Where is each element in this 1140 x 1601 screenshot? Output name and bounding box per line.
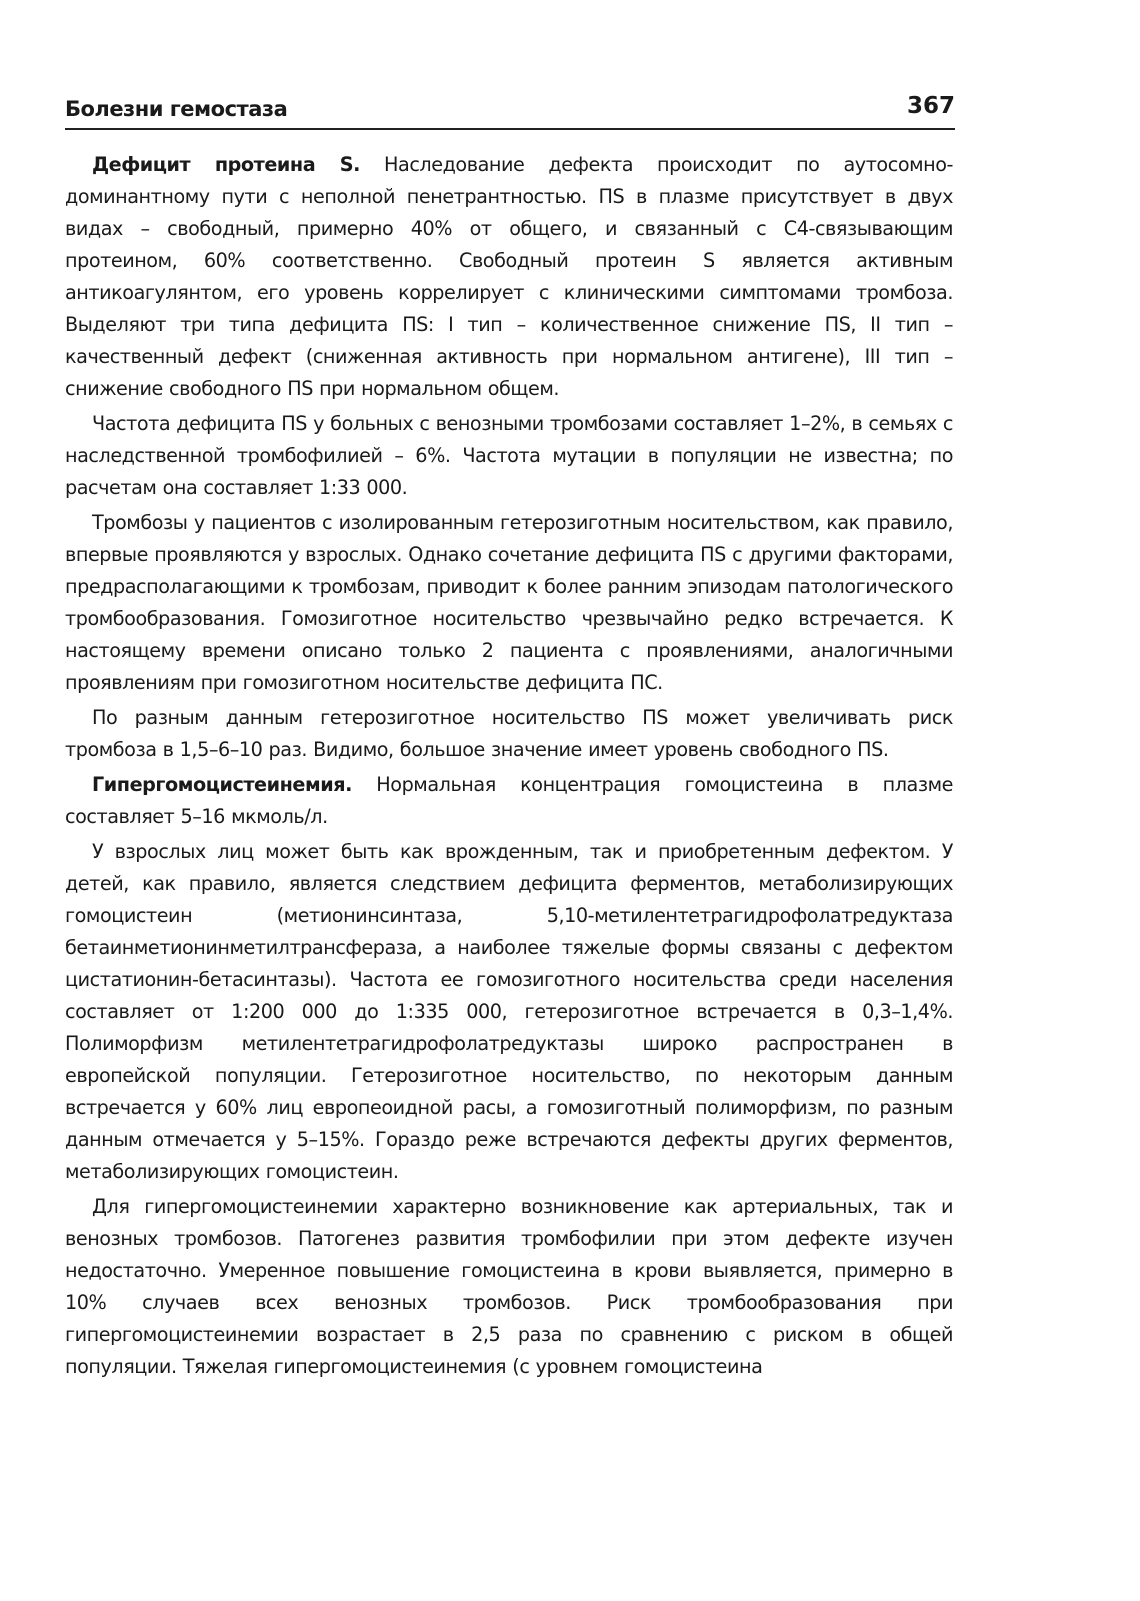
paragraph-text: У взрослых лиц может быть как врожденным, так и приобретенным дефектом. У детей, как правило, является следствием дефицита ферментов, метаболизирующих гомоцистеин (метионинсинтаза, 5,10-метилентетрагидрофолатредуктаза бетаинметионинметилтрансфераза, а наиболее тяжелые формы связаны с дефектом цистатионин-бетасинтазы). Частота ее гомозиготного носительства среди населения составляет от 1:200 000 до 1:335 000, гетерозиготное встречается в 0,3–1,4%. Полиморфизм метилентетрагидрофолатредуктазы широко распространен в европейской популяции. Гетерозиготное носительство, по некоторым данным встречается у 60% лиц европеоидной расы, а гомозиготный полиморфизм, по разным данным отмечается у 5–15%. Гораздо реже встречаются дефекты других ферментов, метаболизирующих гомоцистеин. xyxy=(65,840,953,1183)
page-number: 367 xyxy=(906,93,955,119)
paragraph-protein-s-deficiency xyxy=(65,149,953,405)
paragraph-text: Для гипергомоцистеинемии характерно возникновение как артериальных, так и венозных тромбозов. Патогенез развития тромбофилии при этом дефекте изучен недостаточно. Умеренное повышение гомоцистеина в крови выявляется, примерно в 10% случаев всех венозных тромбозов. Риск тромбообразования при гипергомоцистеинемии возрастает в 2,5 раза по сравнению с риском в общей популяции. Тяжелая гипергомоцистеинемия (с уровнем гомоцистеина xyxy=(65,1195,953,1378)
running-title: Болезни гемостаза xyxy=(65,97,288,121)
paragraph-risk xyxy=(65,702,953,766)
paragraph-pathogenesis xyxy=(65,1191,953,1383)
paragraph-text: Частота дефицита ПS у больных с венозными тромбозами составляет 1–2%, в семьях с наследственной тромбофилией – 6%. Частота мутации в популяции не известна; по расчетам она составляет 1:33 000. xyxy=(65,412,954,499)
paragraph-frequency xyxy=(65,408,953,504)
paragraph-lead: Дефицит протеина S. xyxy=(92,153,361,176)
header-rule xyxy=(65,128,955,130)
running-head xyxy=(65,93,955,127)
paragraph-lead: Гипергомоцистеинемия. xyxy=(92,773,352,796)
body-text xyxy=(65,149,953,1386)
paragraph-text: Наследование дефекта происходит по аутосомно-доминантному пути с неполной пенетрантностью. ПS в плазме присутствует в двух видах – свободный, примерно 40% от общего, и связанный с С4-связывающим протеином, 60% соответственно. Свободный протеин S является активным антикоагулянтом, его уровень коррелирует с клиническими симптомами тромбоза. Выделяют три типа дефицита ПS: I тип – количественное снижение ПS, II тип – качественный дефект (сниженная активность при нормальном антигене), III тип – снижение свободного ПS при нормальном общем. xyxy=(65,153,953,400)
paragraph-text: По разным данным гетерозиготное носительство ПS может увеличивать риск тромбоза в 1,5–6–10 раз. Видимо, большое значение имеет уровень свободного ПS. xyxy=(65,706,953,761)
paragraph-hyperhomocysteinemia xyxy=(65,769,953,833)
paragraph-thrombosis-carriers xyxy=(65,507,953,699)
paragraph-text: Тромбозы у пациентов с изолированным гетерозиготным носительством, как правило, впервые проявляются у взрослых. Однако сочетание дефицита ПS с другими факторами, предрасполагающими к тромбозам, приводит к более ранним эпизодам патологического тромбообразования. Гомозиготное носительство чрезвычайно редко встречается. К настоящему времени описано только 2 пациента с проявлениями, аналогичными проявлениям при гомозиготном носительстве дефицита ПС. xyxy=(65,511,953,694)
paragraph-text: Нормальная концентрация гомоцистеина в плазме составляет 5–16 мкмоль/л. xyxy=(65,773,953,828)
paragraph-enzyme-defects xyxy=(65,836,953,1188)
